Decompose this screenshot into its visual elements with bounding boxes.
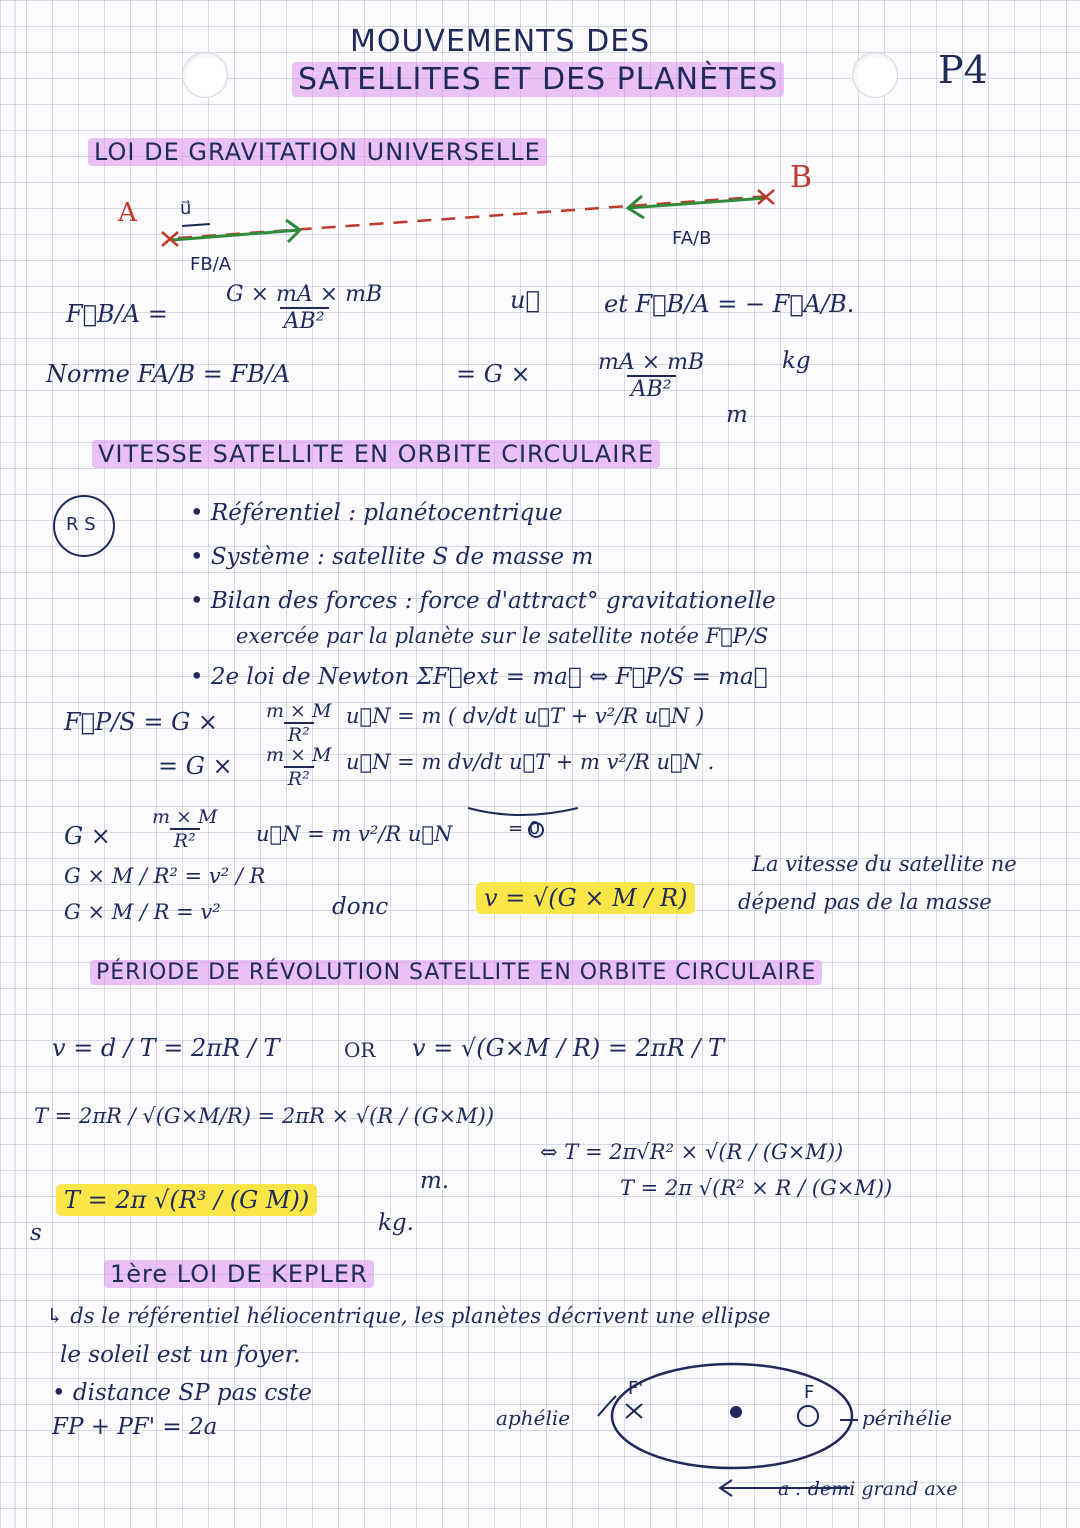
bullet-bilan-forces-cont: exercée par la planète sur le satellite notée F⃗P/S (236, 624, 769, 648)
periode-unit-s: s (30, 1220, 42, 1246)
periode-unit-kg: kg. (378, 1210, 414, 1236)
bullet-bilan-forces: • Bilan des forces : force d'attract° gravitationelle (190, 588, 776, 614)
bullet-referentiel: • Référentiel : planétocentrique (190, 500, 563, 526)
norme-equal-g: = G × (456, 360, 531, 388)
section-heading-periode: PÉRIODE DE RÉVOLUTION SATELLITE EN ORBITE CIRCULAIRE (90, 960, 822, 985)
eq-force-numerator: m × M (266, 700, 332, 722)
eq-force2-numerator: m × M (266, 744, 332, 766)
eq3-rhs: u⃗N = m v²/R u⃗N (256, 822, 453, 846)
periode-or: OR (344, 1038, 376, 1062)
eq3-lhs: G × (64, 822, 111, 850)
note-velocity-line1: La vitesse du satellite ne (752, 852, 1017, 876)
eq-force-lhs: F⃗P/S = G × (64, 708, 219, 736)
point-b-label: B (790, 160, 813, 195)
eq3-numerator: m × M (152, 806, 218, 828)
norme-denominator: AB² (627, 375, 676, 402)
eq-force2-fraction (262, 744, 335, 790)
norme-numerator: mA × mB (598, 350, 705, 375)
eq1-numerator: G × mA × mB (226, 282, 383, 307)
eq5: G × M / R = v² (64, 900, 221, 924)
focus-f-label: F (804, 1382, 815, 1403)
eq1-denominator: AB² (280, 307, 329, 334)
eq-zero-term: = 0 (508, 818, 541, 839)
kepler-line2: le soleil est un foyer. (60, 1342, 301, 1368)
periode-eq4: ⇔ T = 2π√R² × √(R / (G×M)) (540, 1140, 844, 1164)
norme-lhs: Norme FA/B = FB/A (46, 360, 291, 388)
eq1-unit-vector: u⃗ (510, 286, 540, 314)
bullet-newton: • 2e loi de Newton ΣF⃗ext = ma⃗ ⇔ F⃗P/S = ma⃗ (190, 664, 768, 690)
page-title-line1: MOUVEMENTS DES (350, 24, 651, 59)
section-heading-gravitation: LOI DE GRAVITATION UNIVERSELLE (88, 138, 547, 166)
eq1-lhs: F⃗B/A = (66, 300, 168, 328)
force-fba-label: FB/A (190, 254, 232, 275)
periode-eq2: v = √(G×M / R) = 2πR / T (412, 1034, 725, 1062)
point-a-label: A (118, 198, 137, 228)
note-velocity-line2: dépend pas de la masse (738, 890, 992, 914)
page-title-line2: SATELLITES ET DES PLANÈTES (292, 62, 784, 97)
norme-unit-kg: kg (782, 348, 811, 374)
eq1-reciprocal: et F⃗B/A = − F⃗A/B. (604, 290, 855, 318)
unit-vector-u-label: u⃗ (180, 198, 192, 219)
frame-label: R S (66, 514, 96, 535)
page-number: P4 (938, 48, 988, 92)
kepler-line1: ↳ ds le référentiel héliocentrique, les planètes décrivent une ellipse (46, 1304, 771, 1328)
eq3-denominator: R² (170, 828, 200, 852)
periode-eq3: T = 2πR / √(G×M/R) = 2πR × √(R / (G×M)) (34, 1104, 495, 1128)
eq3-fraction (148, 806, 221, 852)
eq4: G × M / R² = v² / R (64, 864, 266, 888)
section-heading-vitesse: VITESSE SATELLITE EN ORBITE CIRCULAIRE (92, 440, 660, 468)
eq-force-denominator: R² (284, 722, 314, 746)
donc-word: donc (332, 894, 389, 920)
kepler-line3: • distance SP pas cste (52, 1380, 312, 1406)
eq1-fraction (222, 282, 386, 334)
velocity-result: v = √(G × M / R) (476, 882, 695, 914)
norme-fraction (594, 350, 708, 402)
periode-eq1: v = d / T = 2πR / T (52, 1034, 280, 1062)
perihelie-label: périhélie (862, 1406, 952, 1430)
force-fab-label: FA/B (672, 228, 712, 249)
demi-grand-axe-label: a : demi grand axe (778, 1478, 958, 1500)
eq-force2-denominator: R² (284, 766, 314, 790)
periode-eq5: T = 2π √(R² × R / (G×M)) (620, 1176, 893, 1200)
section-heading-kepler: 1ère LOI DE KEPLER (104, 1260, 374, 1288)
aphelie-label: aphélie (496, 1406, 571, 1430)
focus-f-prime-label: F' (628, 1378, 644, 1399)
eq-force2-rhs: u⃗N = m dv/dt u⃗T + m v²/R u⃗N . (346, 750, 715, 774)
kepler-line4: FP + PF' = 2a (52, 1414, 218, 1440)
bullet-systeme: • Système : satellite S de masse m (190, 544, 594, 570)
eq-force-rhs: u⃗N = m ( dv/dt u⃗T + v²/R u⃗N ) (346, 704, 705, 728)
norme-unit-m: m (726, 402, 748, 428)
eq-force-fraction (262, 700, 335, 746)
periode-unit-m: m. (420, 1168, 450, 1194)
eq-force2-lhs: = G × (158, 752, 233, 780)
periode-result: T = 2π √(R³ / (G M)) (56, 1184, 317, 1216)
